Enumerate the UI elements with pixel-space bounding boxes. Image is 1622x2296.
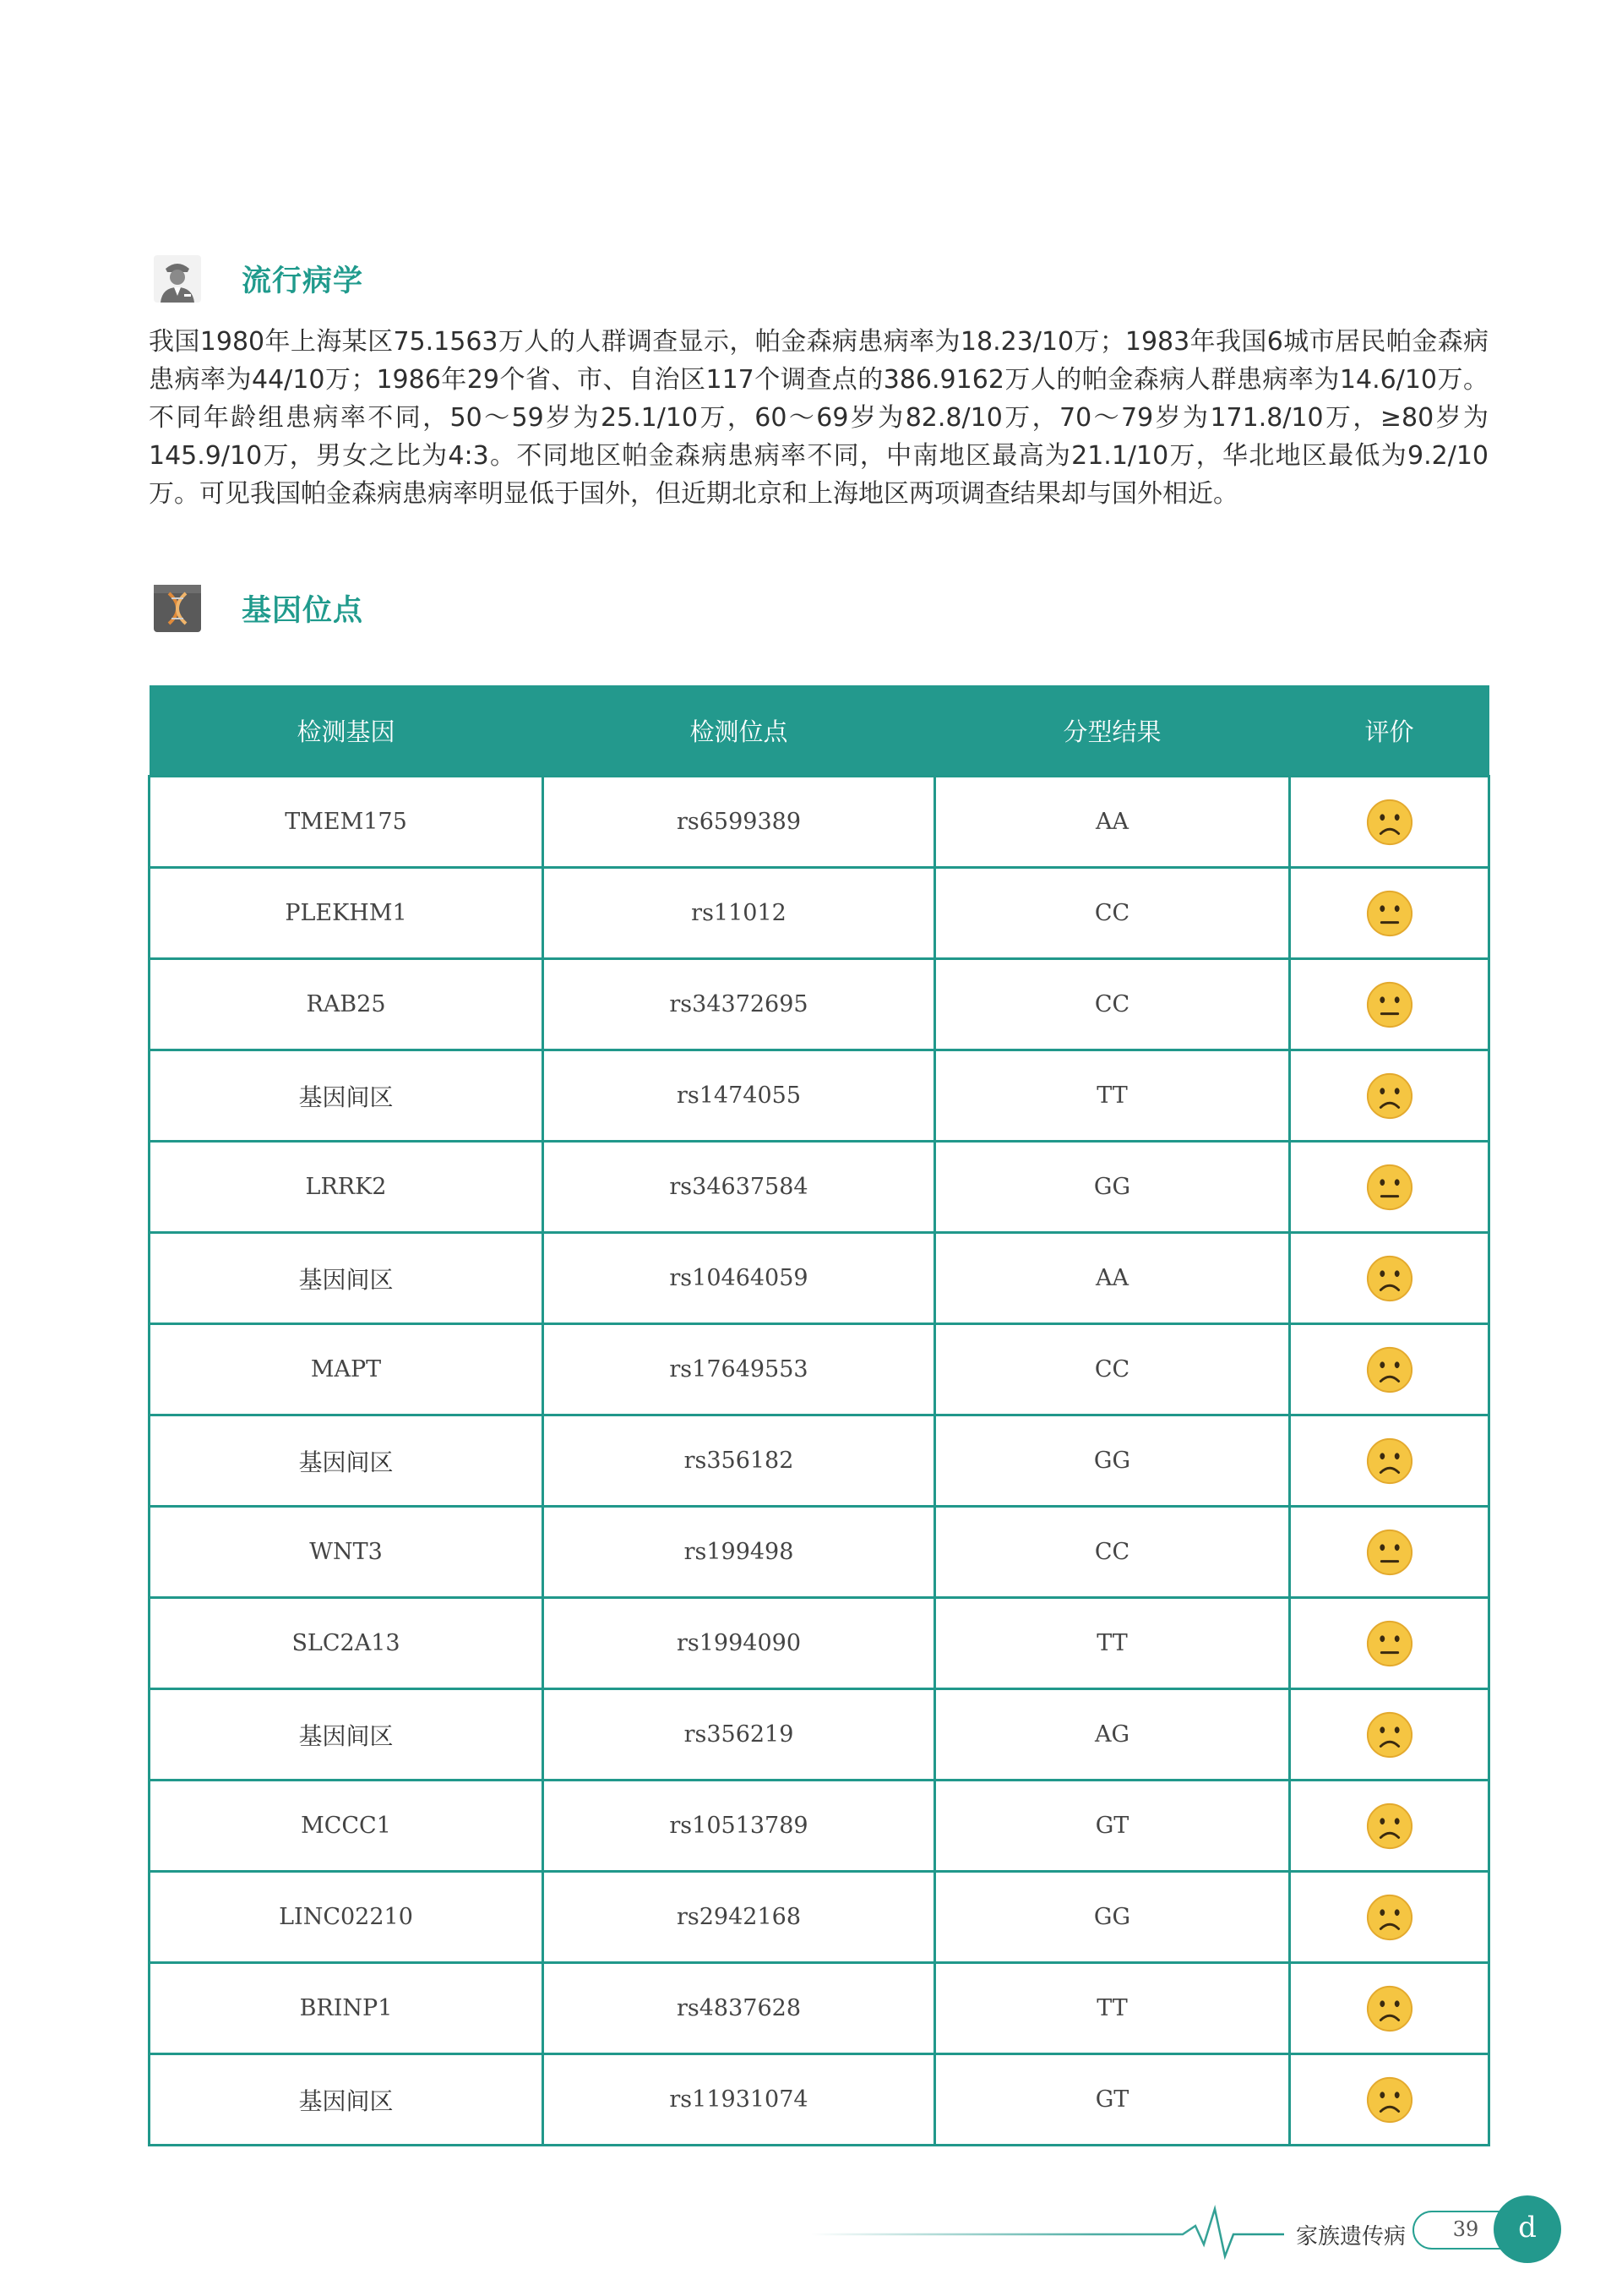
site-cell: rs1474055: [543, 1050, 935, 1142]
epidemiology-header: [150, 252, 363, 306]
neutral-face-icon: [1365, 1528, 1414, 1577]
rating-cell: [1290, 1689, 1489, 1781]
sad-face-icon: [1365, 1802, 1414, 1851]
site-cell: rs34372695: [543, 959, 935, 1050]
genotype-cell: CC: [935, 868, 1290, 959]
sad-face-icon: [1365, 1893, 1414, 1942]
sad-face-icon: [1365, 1254, 1414, 1303]
rating-cell: [1290, 959, 1489, 1050]
rating-cell: [1290, 1507, 1489, 1598]
table-row: [150, 959, 1489, 1050]
site-cell: rs1994090: [543, 1598, 935, 1689]
neutral-face-icon: [1365, 889, 1414, 938]
gene-cell: 基因间区: [150, 1415, 543, 1507]
gene-cell: SLC2A13: [150, 1598, 543, 1689]
gene-loci-title: 基因位点: [242, 594, 364, 628]
sad-face-icon: [1365, 2075, 1414, 2124]
rating-cell: [1290, 1142, 1489, 1233]
site-cell: rs6599389: [543, 777, 935, 868]
neutral-face-icon: [1365, 1619, 1414, 1668]
genotype-cell: GT: [935, 2054, 1290, 2146]
table-header-row: [150, 685, 1489, 777]
gene-cell: RAB25: [150, 959, 543, 1050]
table-row: [150, 777, 1489, 868]
neutral-face-icon: [1365, 980, 1414, 1029]
genotype-cell: AG: [935, 1689, 1290, 1781]
rating-cell: [1290, 1233, 1489, 1324]
site-cell: rs10513789: [543, 1781, 935, 1872]
site-cell: rs199498: [543, 1507, 935, 1598]
rating-cell: [1290, 1324, 1489, 1415]
footer-title: 家族遗传病: [1296, 2224, 1407, 2250]
rating-cell: [1290, 1872, 1489, 1963]
table-row: [150, 2054, 1489, 2146]
genotype-cell: GG: [935, 1415, 1290, 1507]
gene-loci-header: [150, 581, 363, 635]
site-cell: rs356182: [543, 1415, 935, 1507]
gene-cell: 基因间区: [150, 1233, 543, 1324]
rating-cell: [1290, 1415, 1489, 1507]
page-number: 39: [1452, 2217, 1479, 2241]
neutral-face-icon: [1365, 1163, 1414, 1212]
table-row: [150, 1142, 1489, 1233]
site-cell: rs2942168: [543, 1872, 935, 1963]
genotype-cell: GG: [935, 1142, 1290, 1233]
site-cell: rs10464059: [543, 1233, 935, 1324]
genotype-cell: CC: [935, 1324, 1290, 1415]
gene-cell: LRRK2: [150, 1142, 543, 1233]
dna-icon: [150, 581, 204, 635]
table-row: [150, 1507, 1489, 1598]
column-header-gene: 检测基因: [150, 685, 543, 777]
rating-cell: [1290, 868, 1489, 959]
epidemiology-paragraph: 我国1980年上海某区75.1563万人的人群调查显示，帕金森病患病率为18.23/10万；1983年我国6城市居民帕金森病患病率为44/10万；1986年29个省、市、自治区117个调查点的386.9162万人的帕金森病人群患病率为14.6/10万。不同年龄组患病率不同，50～59岁为25.1/10万，60～69岁为82.8/10万，70～79岁为171.8/10万，≥80岁为145.9/10万，男女之比为4:3。不同地区帕金森病患病率不同，中南地区最高为21.1/10万，华北地区最低为9.2/10万。可见我国帕金森病患病率明显低于国外，但近期北京和上海地区两项调查结果却与国外相近。: [149, 327, 1489, 509]
genotype-cell: TT: [935, 1598, 1290, 1689]
table-row: [150, 1872, 1489, 1963]
gene-cell: MAPT: [150, 1324, 543, 1415]
table-row: [150, 1689, 1489, 1781]
rating-cell: [1290, 777, 1489, 868]
genotype-cell: GT: [935, 1781, 1290, 1872]
genotype-cell: CC: [935, 959, 1290, 1050]
rating-cell: [1290, 1050, 1489, 1142]
rating-cell: [1290, 1781, 1489, 1872]
page-badge: d: [1494, 2195, 1561, 2263]
genotype-cell: CC: [935, 1507, 1290, 1598]
gene-cell: 基因间区: [150, 1689, 543, 1781]
sad-face-icon: [1365, 1437, 1414, 1486]
table-row: [150, 1598, 1489, 1689]
gene-cell: PLEKHM1: [150, 868, 543, 959]
site-cell: rs17649553: [543, 1324, 935, 1415]
site-cell: rs34637584: [543, 1142, 935, 1233]
gene-table: [148, 685, 1490, 2146]
table-row: [150, 868, 1489, 959]
gene-cell: MCCC1: [150, 1781, 543, 1872]
site-cell: rs356219: [543, 1689, 935, 1781]
rating-cell: [1290, 1598, 1489, 1689]
site-cell: rs4837628: [543, 1963, 935, 2054]
gene-cell: 基因间区: [150, 2054, 543, 2146]
gene-cell: LINC02210: [150, 1872, 543, 1963]
sad-face-icon: [1365, 1072, 1414, 1121]
rating-cell: [1290, 2054, 1489, 2146]
sad-face-icon: [1365, 1710, 1414, 1759]
table-row: [150, 1324, 1489, 1415]
table-row: [150, 1781, 1489, 1872]
genotype-cell: TT: [935, 1050, 1290, 1142]
column-header-rating: 评价: [1290, 685, 1489, 777]
gene-cell: 基因间区: [150, 1050, 543, 1142]
gene-table-body: [150, 777, 1489, 2146]
column-header-site: 检测位点: [543, 685, 935, 777]
genotype-cell: GG: [935, 1872, 1290, 1963]
genotype-cell: AA: [935, 777, 1290, 868]
table-row: [150, 1050, 1489, 1142]
sad-face-icon: [1365, 1345, 1414, 1394]
sad-face-icon: [1365, 798, 1414, 847]
doctor-icon: [150, 252, 204, 306]
gene-cell: TMEM175: [150, 777, 543, 868]
sad-face-icon: [1365, 1984, 1414, 2033]
table-row: [150, 1233, 1489, 1324]
epidemiology-title: 流行病学: [242, 265, 364, 298]
gene-cell: WNT3: [150, 1507, 543, 1598]
column-header-genotype: 分型结果: [935, 685, 1290, 777]
genotype-cell: AA: [935, 1233, 1290, 1324]
site-cell: rs11012: [543, 868, 935, 959]
genotype-cell: TT: [935, 1963, 1290, 2054]
site-cell: rs11931074: [543, 2054, 935, 2146]
table-row: [150, 1963, 1489, 2054]
gene-cell: BRINP1: [150, 1963, 543, 2054]
table-row: [150, 1415, 1489, 1507]
rating-cell: [1290, 1963, 1489, 2054]
